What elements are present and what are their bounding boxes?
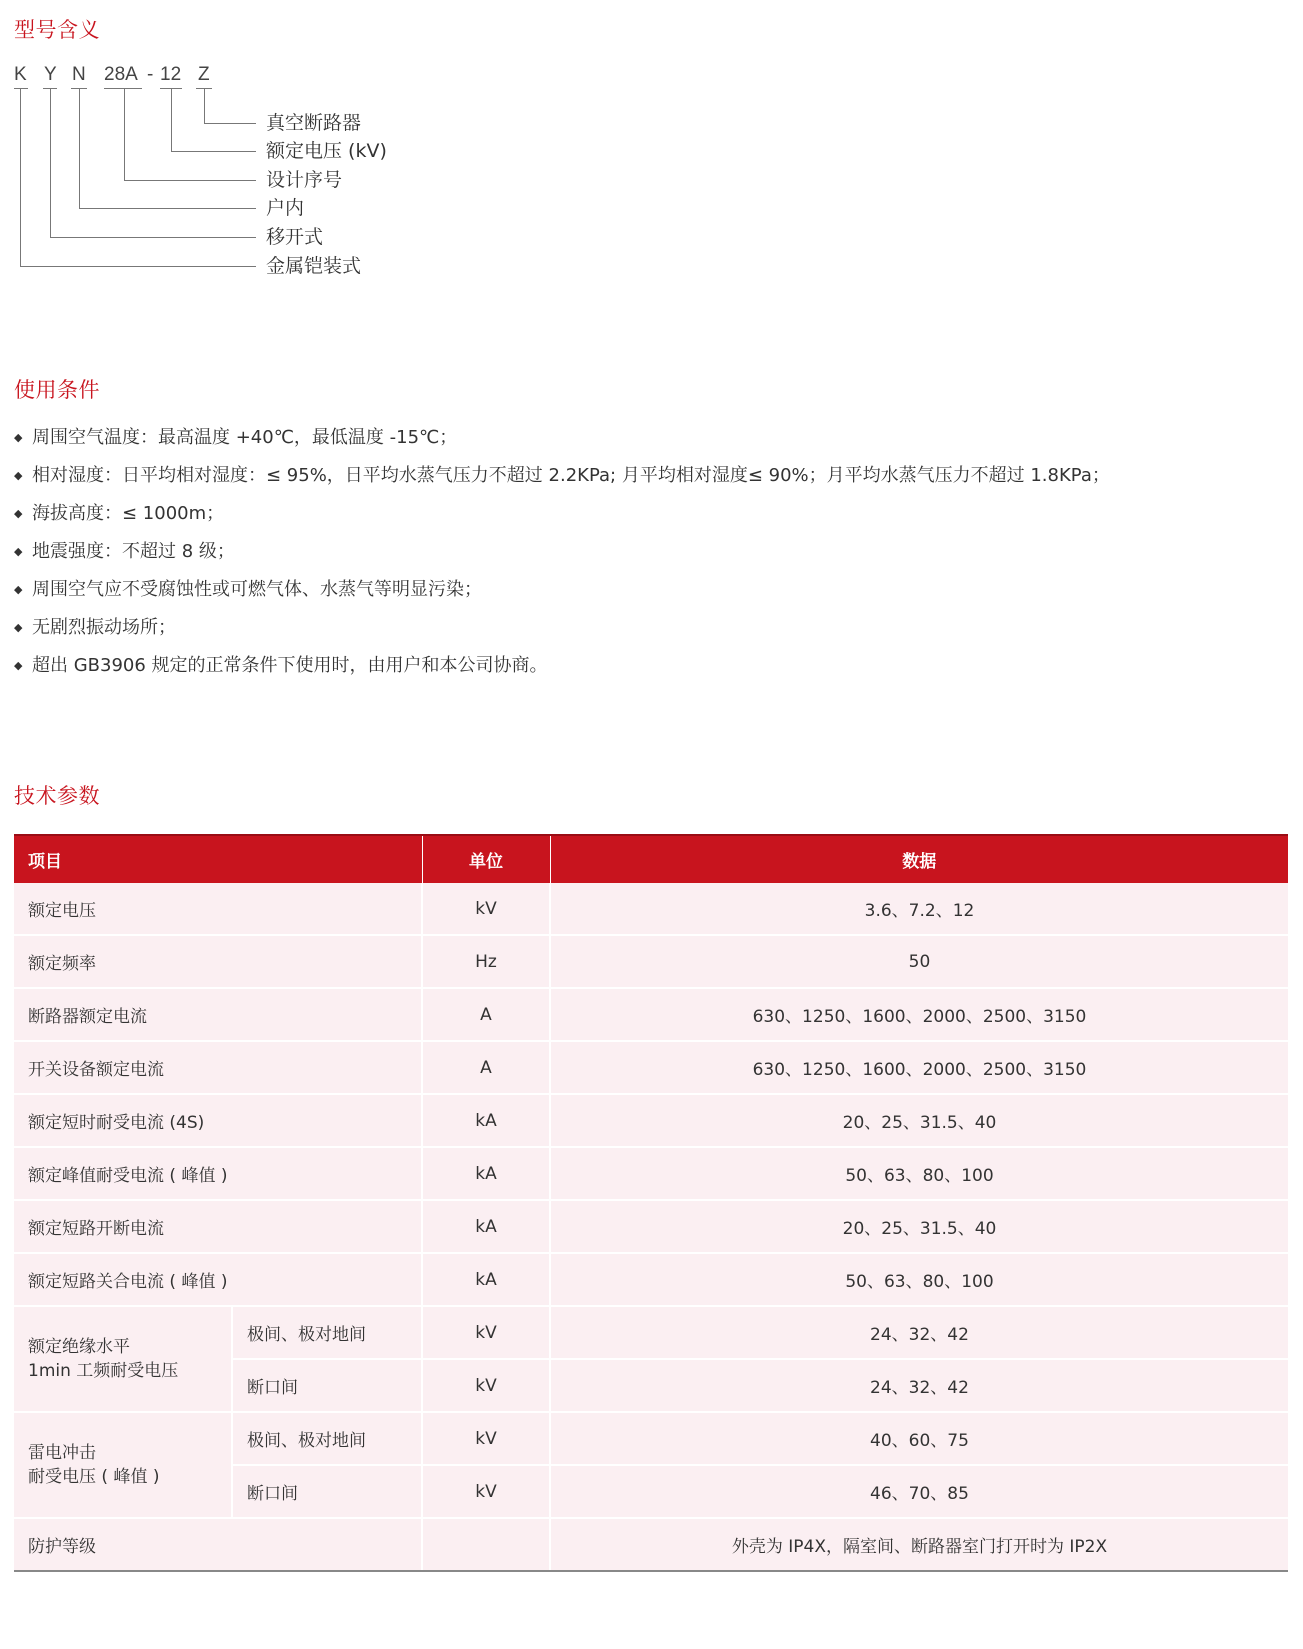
table-row [14, 935, 1288, 988]
row-item: 额定短路关合电流 ( 峰值 ) [14, 1253, 422, 1306]
model-label-rated-voltage: 额定电压 (kV) [266, 140, 387, 162]
table-header-row [14, 835, 1288, 883]
row-item: 开关设备额定电流 [14, 1041, 422, 1094]
row-data: 24、32、42 [550, 1306, 1288, 1359]
row-unit: kV [422, 1465, 550, 1518]
row-unit: kV [422, 883, 550, 935]
model-code-k: K [14, 64, 27, 85]
row-unit [422, 1518, 550, 1571]
row-subitem: 极间、极对地间 [232, 1306, 422, 1359]
row-unit: kA [422, 1094, 550, 1147]
conditions-section-title: 使用条件 [14, 378, 100, 402]
diamond-bullet-icon: ◆ [14, 659, 23, 672]
list-item: ◆ 相对湿度：日平均相对湿度：≤ 95%，日平均水蒸气压力不超过 2.2KPa; 月平均相对湿度≤ 90%；月平均水蒸气压力不超过 1.8KPa； [14, 461, 1144, 490]
insulation-label: 额定绝缘水平 1min 工频耐受电压 [14, 1306, 232, 1412]
model-label-design-number: 设计序号 [266, 169, 343, 191]
table-row [14, 1094, 1288, 1147]
row-data: 50、63、80、100 [550, 1253, 1288, 1306]
table-row [14, 1253, 1288, 1306]
row-item: 额定频率 [14, 935, 422, 988]
row-data: 40、60、75 [550, 1412, 1288, 1465]
table-row [14, 883, 1288, 935]
connector-n-vertical [79, 88, 80, 208]
model-label-withdrawable: 移开式 [266, 226, 324, 248]
table-row [14, 1200, 1288, 1253]
table-row [14, 1041, 1288, 1094]
row-unit: A [422, 1041, 550, 1094]
model-section-title: 型号含义 [14, 18, 100, 42]
row-data: 20、25、31.5、40 [550, 1200, 1288, 1253]
row-unit: Hz [422, 935, 550, 988]
connector-series-vertical [124, 88, 125, 180]
table-row [14, 1412, 1288, 1465]
model-code-series: 28A [104, 64, 138, 85]
row-data: 20、25、31.5、40 [550, 1094, 1288, 1147]
connector-voltage-vertical [171, 88, 172, 151]
row-item: 防护等级 [14, 1518, 422, 1571]
diamond-bullet-icon: ◆ [14, 621, 23, 634]
list-item: ◆ 海拔高度：≤ 1000m； [14, 499, 1144, 528]
model-code-y: Y [44, 64, 57, 85]
model-label-indoor: 户内 [266, 197, 305, 219]
row-data: 外壳为 IP4X，隔室间、断路器室门打开时为 IP2X [550, 1518, 1288, 1571]
row-unit: kV [422, 1306, 550, 1359]
row-data: 630、1250、1600、2000、2500、3150 [550, 988, 1288, 1041]
diamond-bullet-icon: ◆ [14, 469, 23, 482]
diamond-bullet-icon: ◆ [14, 431, 23, 444]
row-unit: kV [422, 1412, 550, 1465]
table-row [14, 1147, 1288, 1200]
code-underline-series [104, 88, 142, 89]
model-label-metal-clad: 金属铠装式 [266, 255, 362, 277]
lightning-label: 雷电冲击 耐受电压 ( 峰值 ) [14, 1412, 232, 1518]
row-subitem: 断口间 [232, 1359, 422, 1412]
list-item: ◆ 无剧烈振动场所； [14, 613, 1144, 642]
row-item: 断路器额定电流 [14, 988, 422, 1041]
row-subitem: 极间、极对地间 [232, 1412, 422, 1465]
table-row [14, 988, 1288, 1041]
list-item: ◆ 地震强度：不超过 8 级； [14, 537, 1144, 566]
tech-section-title: 技术参数 [14, 784, 100, 808]
conditions-list [14, 423, 1144, 689]
table-row [14, 1518, 1288, 1571]
connector-k-horizontal [20, 266, 256, 267]
row-unit: kA [422, 1147, 550, 1200]
row-unit: kV [422, 1359, 550, 1412]
model-code-z: Z [198, 64, 210, 85]
header-item: 项目 [14, 835, 422, 883]
diamond-bullet-icon: ◆ [14, 583, 23, 596]
header-data: 数据 [550, 835, 1288, 883]
tech-params-table [14, 834, 1288, 1572]
row-data: 630、1250、1600、2000、2500、3150 [550, 1041, 1288, 1094]
row-item: 额定短路开断电流 [14, 1200, 422, 1253]
connector-n-horizontal [79, 208, 256, 209]
diamond-bullet-icon: ◆ [14, 545, 23, 558]
row-data: 50、63、80、100 [550, 1147, 1288, 1200]
row-item: 额定短时耐受电流 (4S) [14, 1094, 422, 1147]
table-row [14, 1306, 1288, 1359]
code-underline-k [14, 88, 28, 89]
row-data: 46、70、85 [550, 1465, 1288, 1518]
connector-k-vertical [20, 88, 21, 266]
list-item: ◆ 超出 GB3906 规定的正常条件下使用时，由用户和本公司协商。 [14, 651, 1144, 680]
row-unit: A [422, 988, 550, 1041]
model-code-dash: - [147, 64, 154, 85]
connector-z-vertical [204, 88, 205, 123]
model-code-n: N [72, 64, 86, 85]
row-item: 额定电压 [14, 883, 422, 935]
row-subitem: 断口间 [232, 1465, 422, 1518]
model-code-diagram [0, 0, 600, 300]
diamond-bullet-icon: ◆ [14, 507, 23, 520]
row-data: 3.6、7.2、12 [550, 883, 1288, 935]
row-item: 额定峰值耐受电流 ( 峰值 ) [14, 1147, 422, 1200]
model-label-vacuum-breaker: 真空断路器 [266, 112, 362, 134]
row-data: 50 [550, 935, 1288, 988]
connector-z-horizontal [204, 123, 256, 124]
connector-y-vertical [50, 88, 51, 237]
connector-y-horizontal [50, 237, 256, 238]
row-data: 24、32、42 [550, 1359, 1288, 1412]
row-unit: kA [422, 1200, 550, 1253]
model-code-voltage: 12 [160, 64, 182, 85]
connector-series-horizontal [124, 180, 256, 181]
connector-voltage-horizontal [171, 151, 256, 152]
header-unit: 单位 [422, 835, 550, 883]
list-item: ◆ 周围空气温度：最高温度 +40℃，最低温度 -15℃； [14, 423, 1144, 452]
row-unit: kA [422, 1253, 550, 1306]
list-item: ◆ 周围空气应不受腐蚀性或可燃气体、水蒸气等明显污染； [14, 575, 1144, 604]
